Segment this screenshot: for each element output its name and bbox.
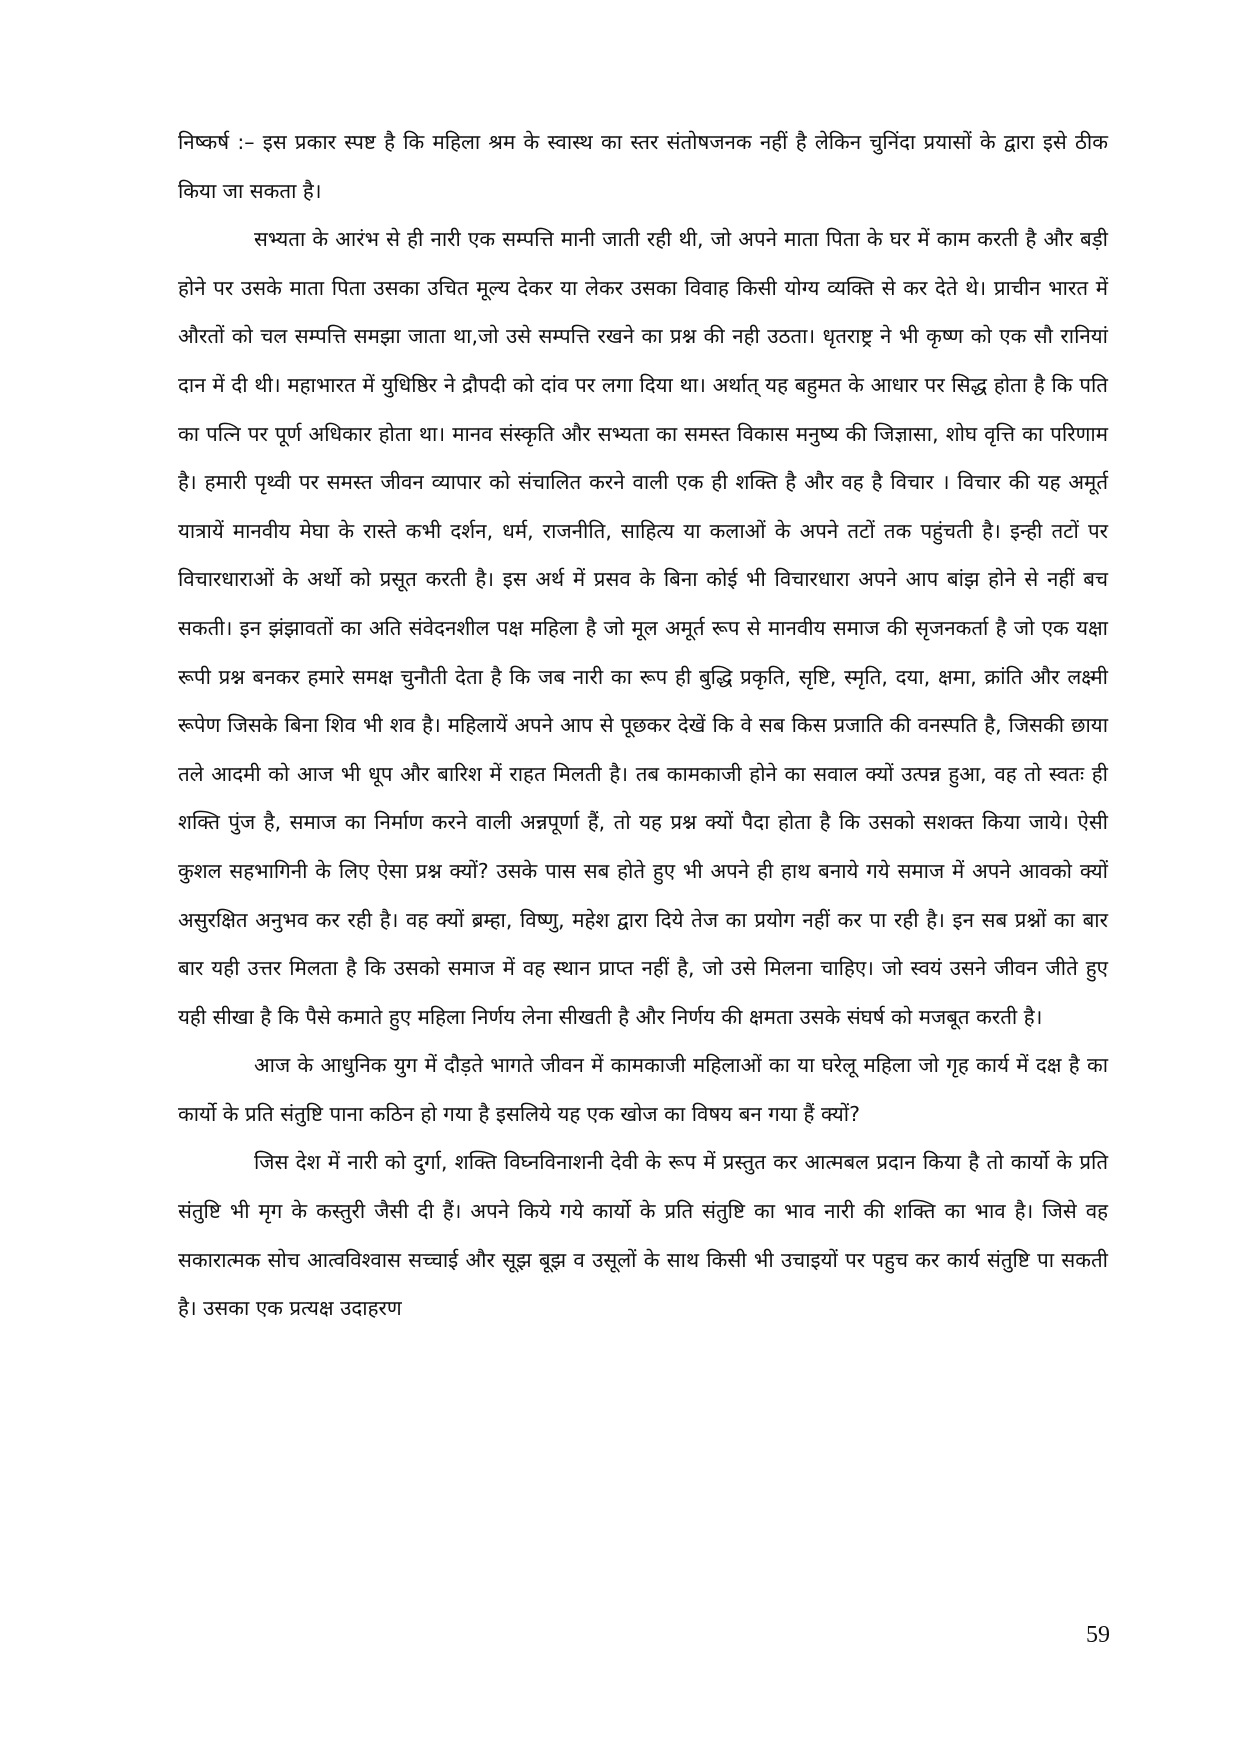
page-number: 59 <box>1086 1622 1110 1648</box>
paragraph-civilization: सभ्यता के आरंभ से ही नारी एक सम्पत्ति मानी जाती रही थी, जो अपने माता पिता के घर में काम करती है और बड़ी होने पर उसके माता पिता उसका उचित मूल्य देकर या लेकर उसका विवाह किसी योग्य व्यक्ति से कर देते थे। प्राचीन भारत में औरतों को चल सम्पत्ति समझा जाता था,जो उसे सम्पत्ति रखने का प्रश्न की नही उठता। धृतराष्ट्र ने भी कृष्ण को एक सौ रानियां दान में दी थी। महाभारत में युधिष्ठिर ने द्रौपदी को दांव पर लगा दिया था। अर्थात् यह बहुमत के आधार पर सिद्ध होता है कि पति का पत्नि पर पूर्ण अधिकार होता था। मानव संस्कृति और सभ्यता का समस्त विकास मनुष्य की जिज्ञासा, शोघ वृत्ति का परिणाम है। हमारी पृथ्वी पर समस्त जीवन व्यापार को संचालित करने वाली एक ही शक्ति है और वह है विचार । विचार की यह अमूर्त यात्रायें मानवीय मेघा के रास्ते कभी दर्शन, धर्म, राजनीति, साहित्य या कलाओं के अपने तटों तक पहुंचती है। इन्ही तटों पर विचारधाराओं के अर्थो को प्रसूत करती है। इस अर्थ में प्रसव के बिना कोई भी विचारधारा अपने आप बांझ होने से नहीं बच सकती। इन झंझावतों का अति संवेदनशील पक्ष महिला है जो मूल अमूर्त रूप से मानवीय समाज की सृजनकर्ता है जो एक यक्षा रूपी प्रश्न बनकर हमारे समक्ष चुनौती देता है कि जब नारी का रूप ही बुद्धि प्रकृति, सृष्टि, स्मृति, दया, क्षमा, क्रांति और लक्ष्मी रूपेण जिसके बिना शिव भी शव है। महिलायें अपने आप से पूछकर देखें कि वे सब किस प्रजाति की वनस्पति है, जिसकी छाया तले आदमी को आज भी धूप और बारिश में राहत मिलती है। तब कामकाजी होने का सवाल क्यों उत्पन्न हुआ, वह तो स्वतः ही शक्ति पुंज है, समाज का निर्माण करने वाली अन्नपूर्णा हैं, तो यह प्रश्न क्यों पैदा होता है कि उसको सशक्त किया जाये। ऐसी कुशल सहभागिनी के लिए ऐसा प्रश्न क्यों? उसके पास सब होते हुए भी अपने ही हाथ बनाये गये समाज में अपने आवको क्यों असुरक्षित अनुभव कर रही है। वह क्यों ब्रम्हा, विष्णु, महेश द्वारा दिये तेज का प्रयोग नहीं कर पा रही है। इन सब प्रश्नों का बार बार यही उत्तर मिलता है कि उसको समाज में वह स्थान प्राप्त नहीं है, जो उसे मिलना चाहिए। जो स्वयं उसने जीवन जीते हुए यही सीखा है कि पैसे कमाते हुए महिला निर्णय लेना सीखती है और निर्णय की क्षमता उसके संघर्ष को मजबूत करती है। <box>178 227 1108 1029</box>
paragraph-durga: जिस देश में नारी को दुर्गा, शक्ति विघ्नविनाशनी देवी के रूप में प्रस्तुत कर आत्मबल प्रदान किया है तो कार्यो के प्रति संतुष्टि भी मृग के कस्तुरी जैसी दी हैं। अपने किये गये कार्यो के प्रति संतुष्टि का भाव नारी की शक्ति का भाव है। जिसे वह सकारात्मक सोच आत्वविश्वास सच्चाई और सूझ बूझ व उसूलों के साथ किसी भी उचाइयों पर पहुच कर कार्य संतुष्टि पा सकती है। उसका एक प्रत्यक्ष उदाहरण <box>178 1150 1108 1321</box>
paragraph-modern-era: आज के आधुनिक युग में दौड़ते भागते जीवन में कामकाजी महिलाओं का या घरेलू महिला जो गृह कार्य में दक्ष है का कार्यो के प्रति संतुष्टि पाना कठिन हो गया है इसलिये यह एक खोज का विषय बन गया हैं क्यों? <box>178 1053 1108 1126</box>
paragraph-conclusion: निष्कर्ष :– इस प्रकार स्पष्ट है कि महिला श्रम के स्वास्थ का स्तर संतोषजनक नहीं है लेकिन चुनिंदा प्रयासों के द्वारा इसे ठीक किया जा सकता है। <box>178 130 1108 203</box>
page-body <box>178 118 1108 1333</box>
